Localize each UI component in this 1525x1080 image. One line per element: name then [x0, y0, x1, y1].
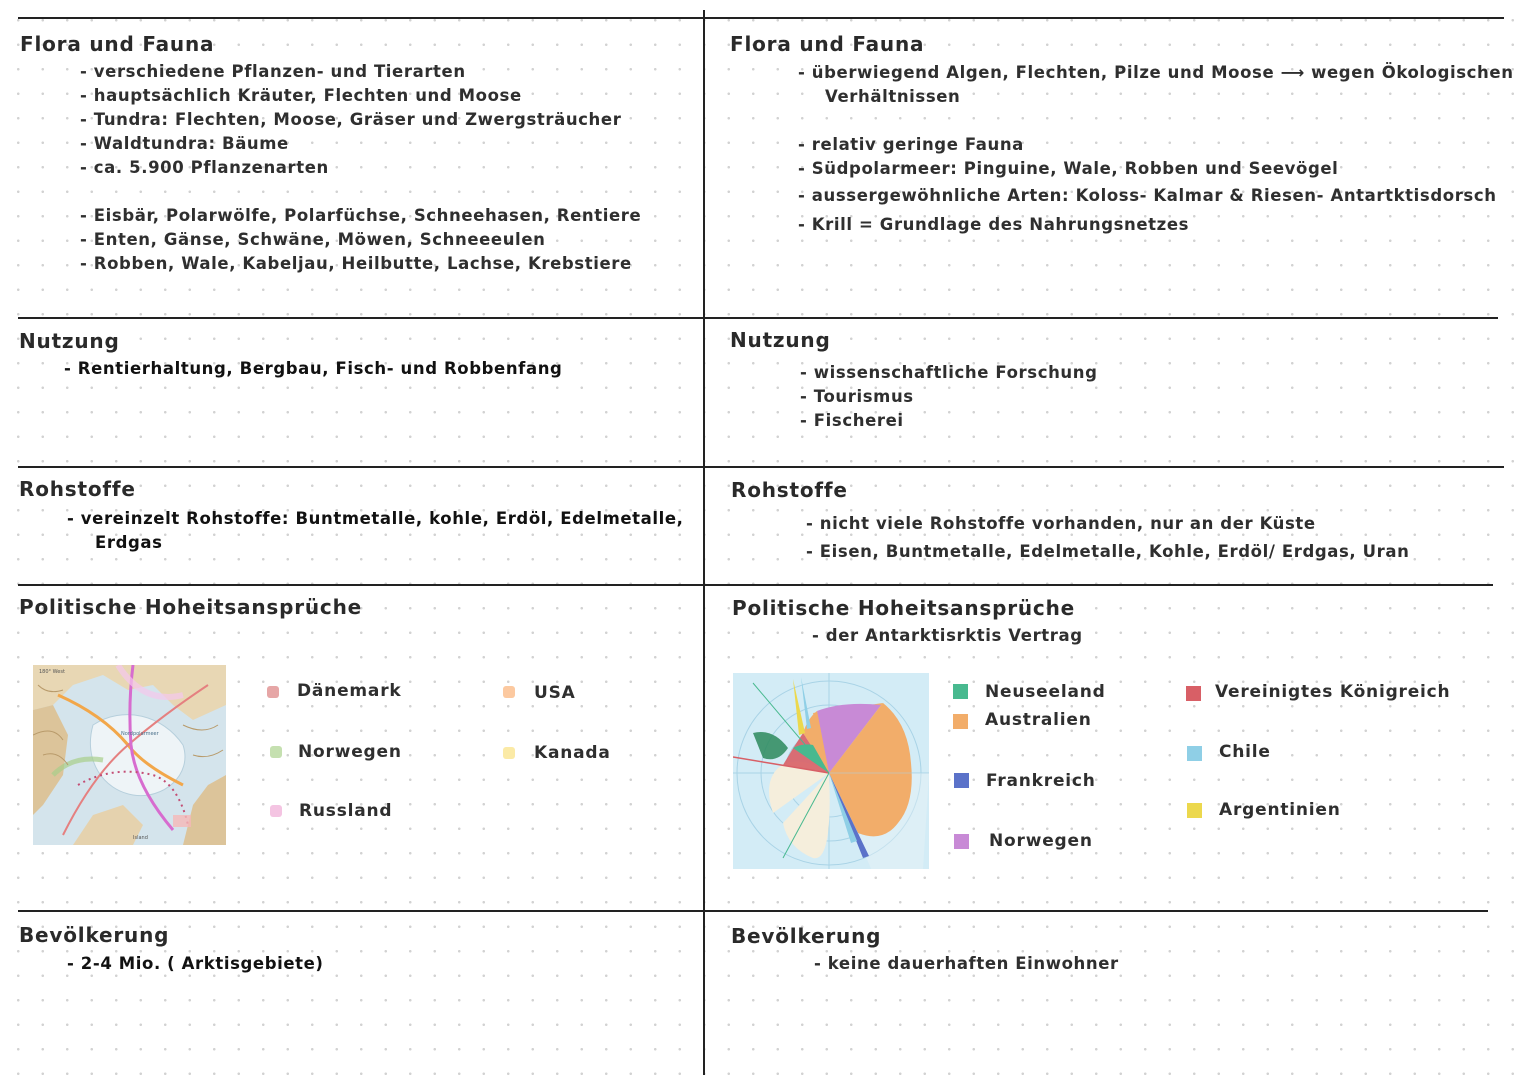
- antarctic-map: [733, 673, 929, 869]
- antarctic-legend-label: Australien: [985, 710, 1092, 730]
- arctic-legend-label: Russland: [299, 801, 393, 821]
- arctic-map-top-label: 180° West: [39, 669, 65, 675]
- arctic-legend-swatch: [270, 805, 282, 817]
- arctic-legend-swatch: [267, 686, 279, 698]
- arctic-flora-item: - Waldtundra: Bäume: [80, 134, 289, 153]
- arctic-fauna-item: - Robben, Wale, Kabeljau, Heilbutte, Lachse, Krebstiere: [80, 254, 632, 273]
- arctic-nutzung-heading: Nutzung: [19, 329, 120, 353]
- arctic-rohstoffe-item: - vereinzelt Rohstoffe: Buntmetalle, kohle, Erdöl, Edelmetalle,: [67, 509, 684, 528]
- antarctic-treaty-subtitle: - der Antarktisrktis Vertrag: [812, 626, 1083, 645]
- antarctic-fauna-item: - Südpolarmeer: Pinguine, Wale, Robben und Seevögel: [798, 159, 1339, 178]
- antarctic-legend-swatch: [1187, 803, 1202, 818]
- antarctic-fauna-item: - Krill = Grundlage des Nahrungsnetzes: [798, 215, 1190, 234]
- antarctic-rohstoffe-heading: Rohstoffe: [731, 478, 848, 502]
- arctic-flora-fauna-heading: Flora und Fauna: [20, 32, 215, 56]
- antarctic-legend-label: Neuseeland: [985, 682, 1106, 702]
- antarctic-legend-swatch: [954, 834, 969, 849]
- antarctic-legend-swatch: [954, 773, 969, 788]
- antarctic-legend-label: Frankreich: [986, 771, 1096, 791]
- arctic-flora-item: - Tundra: Flechten, Moose, Gräser und Zwergsträucher: [80, 110, 622, 129]
- arctic-legend-label: Norwegen: [298, 742, 402, 762]
- antarctic-rohstoffe-item: - Eisen, Buntmetalle, Edelmetalle, Kohle, Erdöl/ Erdgas, Uran: [806, 542, 1410, 561]
- antarctic-legend-swatch: [1187, 746, 1202, 761]
- antarctic-fauna-item: - relativ geringe Fauna: [798, 135, 1024, 154]
- antarctic-politik-heading: Politische Hoheitsansprüche: [732, 596, 1075, 620]
- antarctic-flora-item: Verhältnissen: [825, 87, 961, 106]
- arctic-fauna-item: - Enten, Gänse, Schwäne, Möwen, Schneeeulen: [80, 230, 546, 249]
- antarctic-legend-label: Norwegen: [989, 831, 1093, 851]
- arctic-legend-label: Kanada: [534, 743, 611, 763]
- arctic-bevoelkerung-item: - 2-4 Mio. ( Arktisgebiete): [67, 954, 324, 973]
- arctic-nutzung-item: - Rentierhaltung, Bergbau, Fisch- und Robbenfang: [64, 359, 563, 378]
- antarctic-rohstoffe-item: - nicht viele Rohstoffe vorhanden, nur an der Küste: [806, 514, 1316, 533]
- antarctic-legend-label: Vereinigtes Königreich: [1215, 682, 1451, 702]
- arctic-map-island-label: Island: [133, 835, 148, 841]
- arctic-rohstoffe-heading: Rohstoffe: [19, 477, 136, 501]
- antarctic-nutzung-heading: Nutzung: [730, 328, 831, 352]
- arctic-legend-swatch: [270, 746, 282, 758]
- antarctic-legend-label: Chile: [1219, 742, 1271, 762]
- top-divider: [18, 17, 1504, 19]
- antarctic-bevoelkerung-item: - keine dauerhaften Einwohner: [814, 954, 1119, 973]
- arctic-map: [33, 665, 226, 845]
- antarctic-legend-swatch: [953, 684, 968, 699]
- arctic-rohstoffe-item: Erdgas: [95, 533, 163, 552]
- arctic-bevoelkerung-heading: Bevölkerung: [19, 923, 170, 947]
- arctic-fauna-item: - Eisbär, Polarwölfe, Polarfüchse, Schneehasen, Rentiere: [80, 206, 642, 225]
- arctic-legend-label: Dänemark: [297, 681, 402, 701]
- antarctic-flora-fauna-heading: Flora und Fauna: [730, 32, 925, 56]
- arctic-legend-swatch: [503, 686, 515, 698]
- row-divider-2: [18, 466, 1504, 468]
- arctic-legend-label: USA: [534, 683, 576, 703]
- arctic-map-sea-label: Nordpolarmeer: [121, 731, 159, 737]
- arctic-flora-item: - hauptsächlich Kräuter, Flechten und Moose: [80, 86, 522, 105]
- center-divider: [703, 10, 705, 1075]
- arctic-legend-swatch: [503, 747, 515, 759]
- antarctic-flora-item: - überwiegend Algen, Flechten, Pilze und Moose ⟶ wegen Ökologischen: [798, 63, 1514, 82]
- row-divider-3: [18, 584, 1493, 586]
- arctic-politik-heading: Politische Hoheitsansprüche: [19, 595, 362, 619]
- antarctic-legend-label: Argentinien: [1219, 800, 1341, 820]
- antarctic-bevoelkerung-heading: Bevölkerung: [731, 924, 882, 948]
- antarctic-legend-swatch: [953, 714, 968, 729]
- antarctic-nutzung-item: - Fischerei: [800, 411, 904, 430]
- antarctic-nutzung-item: - wissenschaftliche Forschung: [800, 363, 1098, 382]
- antarctic-nutzung-item: - Tourismus: [800, 387, 914, 406]
- row-divider-1: [18, 317, 1498, 319]
- arctic-flora-item: - verschiedene Pflanzen- und Tierarten: [80, 62, 466, 81]
- antarctic-legend-swatch: [1186, 686, 1201, 701]
- antarctic-fauna-item: - aussergewöhnliche Arten: Koloss- Kalmar & Riesen- Antartktisdorsch: [798, 186, 1497, 205]
- row-divider-4: [18, 910, 1488, 912]
- arctic-flora-item: - ca. 5.900 Pflanzenarten: [80, 158, 329, 177]
